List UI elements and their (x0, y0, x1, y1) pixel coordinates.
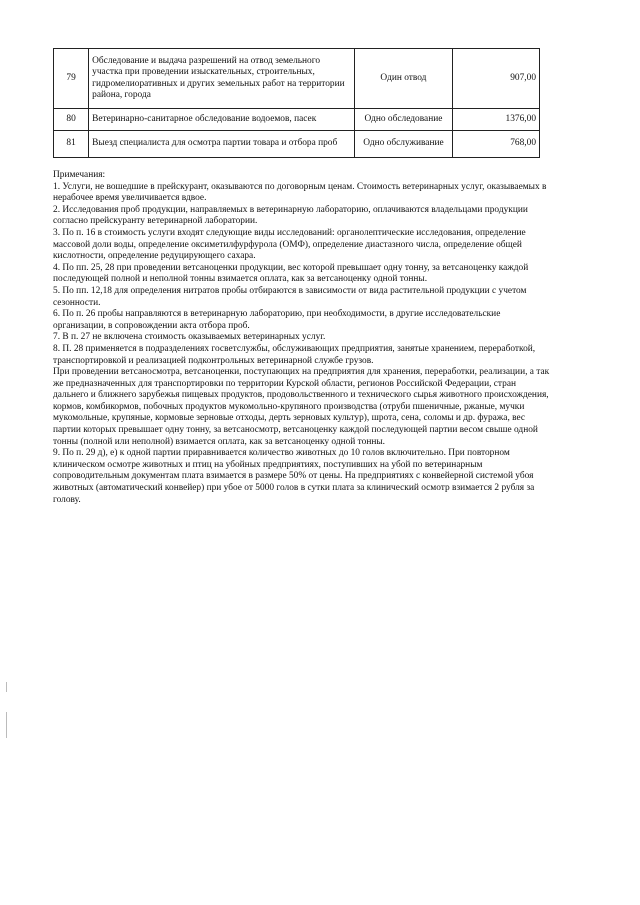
service-price: 907,00 (452, 49, 539, 109)
note-item: 2. Исследования проб продукции, направляемых в ветеринарную лабораторию, оплачиваются владельцами продукции согласно прейскуранту ветеринарной лаборатории. (53, 204, 528, 227)
note-item: При проведении ветсаносмотра, ветсаноценки, поступающих на предприятия для хранения, переработки, реализации, а так же предназначенных для транспортировки по территории Курской области, регионов Российской Федерации, стран дальнего и ближнего зарубежья пищевых продуктов, продовольственного и технического сырья животного происхождения, кормов, комбикормов, побочных продуктов мукомольно-крупяного производства (отруби пшеничные, ржаные, мучки мукомольные, крупяные, кормовые зерновые отходы, дерть зерновых культур), шрота, сена, соломы и др. фуража, вес партии которых превышает одну тонну, за ветсаносмотр, ветсаноценку каждой последующей партии весом свыше одной тонны (полной или неполной) взимается оплата, как за ветсаноценку одной тонны. (53, 367, 550, 447)
service-description: Ветеринарно-санитарное обследование водоемов, пасек (89, 109, 355, 131)
row-number: 81 (54, 131, 89, 158)
note-item: 7. В п. 27 не включена стоимость оказываемых ветеринарных услуг. (53, 332, 326, 343)
note-item: 9. По п. 29 д), е) к одной партии приравнивается количество животных до 10 голов включительно. При повторном клиническом осмотре животных и птиц на убойных предприятиях, поступивших на убой по ветеринарным сопроводительным документам плата взимается в размере 50% от цены. На предприятиях с конвейерной системой убоя животных (автоматический конвейер) при убое от 5000 голов в сутки плата за клинический осмотр взимается 2 рубля за голову. (53, 448, 535, 505)
unit-of-measure: Одно обслуживание (355, 131, 452, 158)
notes-section (53, 170, 553, 506)
service-description: Обследование и выдача разрешений на отвод земельного участка при проведении изыскательных, строительных, гидромелиоративных и других земельных работ на территории района, города (89, 49, 355, 109)
service-description: Выезд специалиста для осмотра партии товара и отбора проб (89, 131, 355, 158)
note-item: 5. По пп. 12,18 для определения нитратов пробы отбираются в зависимости от вида растительной продукции с учетом сезонности. (53, 285, 527, 308)
unit-of-measure: Один отвод (355, 49, 452, 109)
service-price: 768,00 (452, 131, 539, 158)
note-item: 8. П. 28 применяется в подразделениях госветслужбы, обслуживающих предприятия, занятые хранением, переработкой, транспортировкой и реализацией подконтрольных ветеринарной службе грузов. (53, 343, 536, 366)
unit-of-measure: Одно обследование (355, 109, 452, 131)
note-item: 1. Услуги, не вошедшие в прейскурант, оказываются по договорным ценам. Стоимость ветеринарных услуг, оказываемых в нерабочее время увеличивается вдвое. (53, 181, 547, 204)
row-number: 80 (54, 109, 89, 131)
note-item: 6. По п. 26 пробы направляются в ветеринарную лабораторию, при необходимости, в другие исследовательские организации, в сопровождении акта отбора проб. (53, 309, 501, 331)
table-row (54, 49, 540, 109)
notes-heading: Примечания: (53, 170, 106, 180)
scan-margin-mark (6, 712, 7, 738)
note-item: 3. По п. 16 в стоимость услуги входят следующие виды исследований: органолептические исследования, определение массовой доли воды, определение оксиметилфурфурола (ОМФ), определение диастазного числа, определение общей кислотности, определение редуцирующего сахара. (53, 227, 526, 262)
scan-margin-mark (6, 682, 7, 692)
table-row (54, 131, 540, 158)
price-table (53, 48, 540, 158)
note-item: 4. По пп. 25, 28 при проведении ветсаноценки продукции, вес которой превышает одну тонну, за ветсаноценку каждой последующей полной и неполной тонны взимается оплата, как за ветсаноценку одной тонны. (53, 262, 529, 285)
table-row (54, 109, 540, 131)
row-number: 79 (54, 49, 89, 109)
service-price: 1376,00 (452, 109, 539, 131)
